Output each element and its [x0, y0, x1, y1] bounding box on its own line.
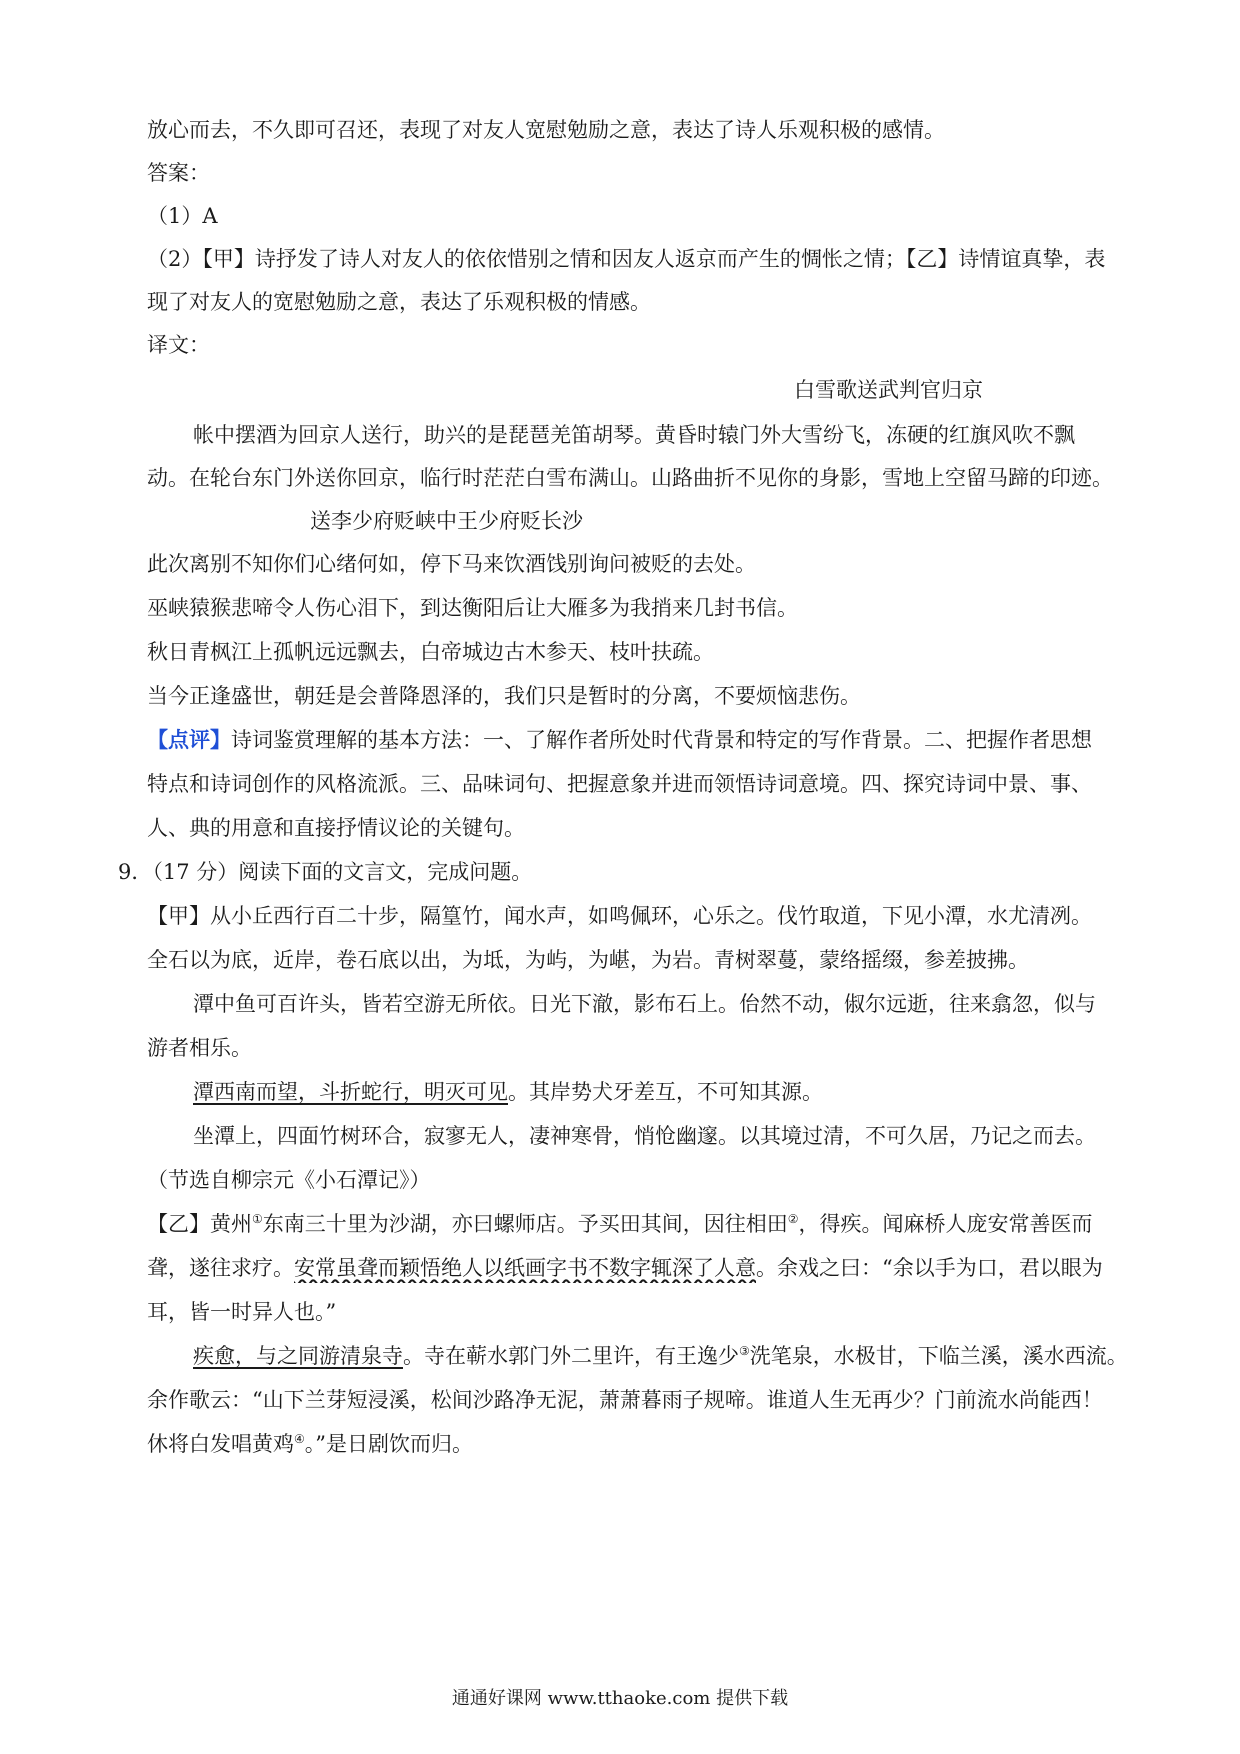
source-note: （节选自柳宗元《小石潭记》）	[147, 1168, 431, 1192]
text-line: 秋日青枫江上孤帆远远飘去，白帝城边古木参天、枝叶扶疏。	[147, 640, 714, 664]
text-line: 游者相乐。	[147, 1036, 252, 1060]
text-span: 【乙】黄州	[147, 1212, 252, 1236]
answer-2: （2）【甲】诗抒发了诗人对友人的依依惜别之情和因友人返京而产生的惆怅之情；【乙】诗情谊真挚，表	[147, 247, 1106, 271]
footnote-marker: ④	[294, 1432, 305, 1446]
text-line	[193, 1341, 1181, 1371]
text-line: 放心而去，不久即可召还，表现了对友人宽慰勉励之意，表达了诗人乐观积极的感情。	[147, 118, 945, 142]
comment-tag: 【点评】	[147, 727, 231, 752]
footnote-marker: ②	[787, 1212, 799, 1226]
text-line: 余作歌云：“山下兰芽短浸溪，松间沙路净无泥，萧萧暮雨子规啼。谁道人生无再少？门前流水尚能西！	[147, 1388, 1103, 1412]
comment-line	[147, 725, 1135, 755]
text-span: 东南三十里为沙湖，亦曰螺师店。予买田其间，因往相田	[262, 1212, 788, 1236]
footnote-marker: ①	[252, 1212, 263, 1226]
poem-title: 白雪歌送武判官归京	[794, 378, 983, 402]
wavy-underlined-sentence: 安常虽聋而颖悟绝人以纸画字书不数字辄深了人意	[294, 1256, 756, 1280]
page-footer: 通通好课网 www.tthaoke.com 提供下载	[451, 1688, 789, 1709]
text-line: 耳，皆一时异人也。”	[147, 1300, 337, 1324]
text-line: 【甲】从小丘西行百二十步，隔篁竹，闻水声，如鸣佩环，心乐之。伐竹取道，下见小潭，水尤清冽。	[147, 904, 1092, 928]
text-line: 人、典的用意和直接抒情议论的关键句。	[147, 816, 525, 840]
text-line: 潭中鱼可百许头，皆若空游无所依。日光下澈，影布石上。佁然不动，俶尔远逝，往来翕忽，似与	[193, 992, 1096, 1016]
answer-heading: 答案：	[147, 161, 210, 185]
text-line: 帐中摆酒为回京人送行，助兴的是琵琶羌笛胡琴。黄昏时辕门外大雪纷飞，冻硬的红旗风吹不飘	[193, 423, 1075, 447]
text-line	[147, 1209, 1135, 1239]
text-line	[147, 1429, 1135, 1459]
text-span: 。其岸势犬牙差互，不可知其源。	[508, 1080, 823, 1104]
text-line: 当今正逢盛世，朝廷是会普降恩泽的，我们只是暂时的分离，不要烦恼悲伤。	[147, 684, 861, 708]
underlined-sentence: 潭西南而望，斗折蛇行，明灭可见	[193, 1080, 508, 1104]
text-span: 。”是日剧饮而归。	[304, 1432, 474, 1456]
text-line: 此次离别不知你们心绪何如，停下马来饮酒饯别询问被贬的去处。	[147, 552, 756, 576]
text-span: 聋，遂往求疗。	[147, 1256, 294, 1280]
text-span: 休将白发唱黄鸡	[147, 1432, 294, 1456]
answer-1: （1）A	[147, 204, 218, 228]
text-line: 特点和诗词创作的风格流派。三、品味词句、把握意象并进而领悟诗词意境。四、探究诗词中景、事、	[147, 772, 1092, 796]
text-line	[193, 1077, 1181, 1107]
question-9: 9．（17 分）阅读下面的文言文，完成问题。	[118, 860, 533, 884]
comment-text: 诗词鉴赏理解的基本方法：一、了解作者所处时代背景和特定的写作背景。二、把握作者思想	[231, 728, 1092, 752]
underlined-sentence: 疾愈，与之同游清泉寺	[193, 1344, 403, 1368]
translation-heading: 译文：	[147, 333, 210, 357]
poem-title: 送李少府贬峡中王少府贬长沙	[310, 509, 583, 533]
text-line: 坐潭上，四面竹树环合，寂寥无人，凄神寒骨，悄怆幽邃。以其境过清，不可久居，乃记之而去。	[193, 1124, 1096, 1148]
text-line: 巫峡猿猴悲啼令人伤心泪下，到达衡阳后让大雁多为我捎来几封书信。	[147, 596, 798, 620]
text-span: 洗笔泉，水极甘，下临兰溪，溪水西流。	[749, 1344, 1128, 1368]
text-span: ，得疾。闻麻桥人庞安常善医而	[798, 1212, 1093, 1236]
text-span: 。余戏之曰：“余以手为口，君以眼为	[756, 1256, 1103, 1280]
footnote-marker: ③	[739, 1344, 750, 1358]
text-line: 现了对友人的宽慰勉励之意，表达了乐观积极的情感。	[147, 290, 651, 314]
text-line: 全石以为底，近岸，卷石底以出，为坻，为屿，为嵁，为岩。青树翠蔓，蒙络摇缀，参差披拂。	[147, 948, 1029, 972]
text-line: 动。在轮台东门外送你回京，临行时茫茫白雪布满山。山路曲折不见你的身影，雪地上空留马蹄的印迹。	[147, 466, 1113, 490]
text-line	[147, 1253, 1135, 1283]
text-span: 。寺在蕲水郭门外二里许，有王逸少	[403, 1344, 739, 1368]
